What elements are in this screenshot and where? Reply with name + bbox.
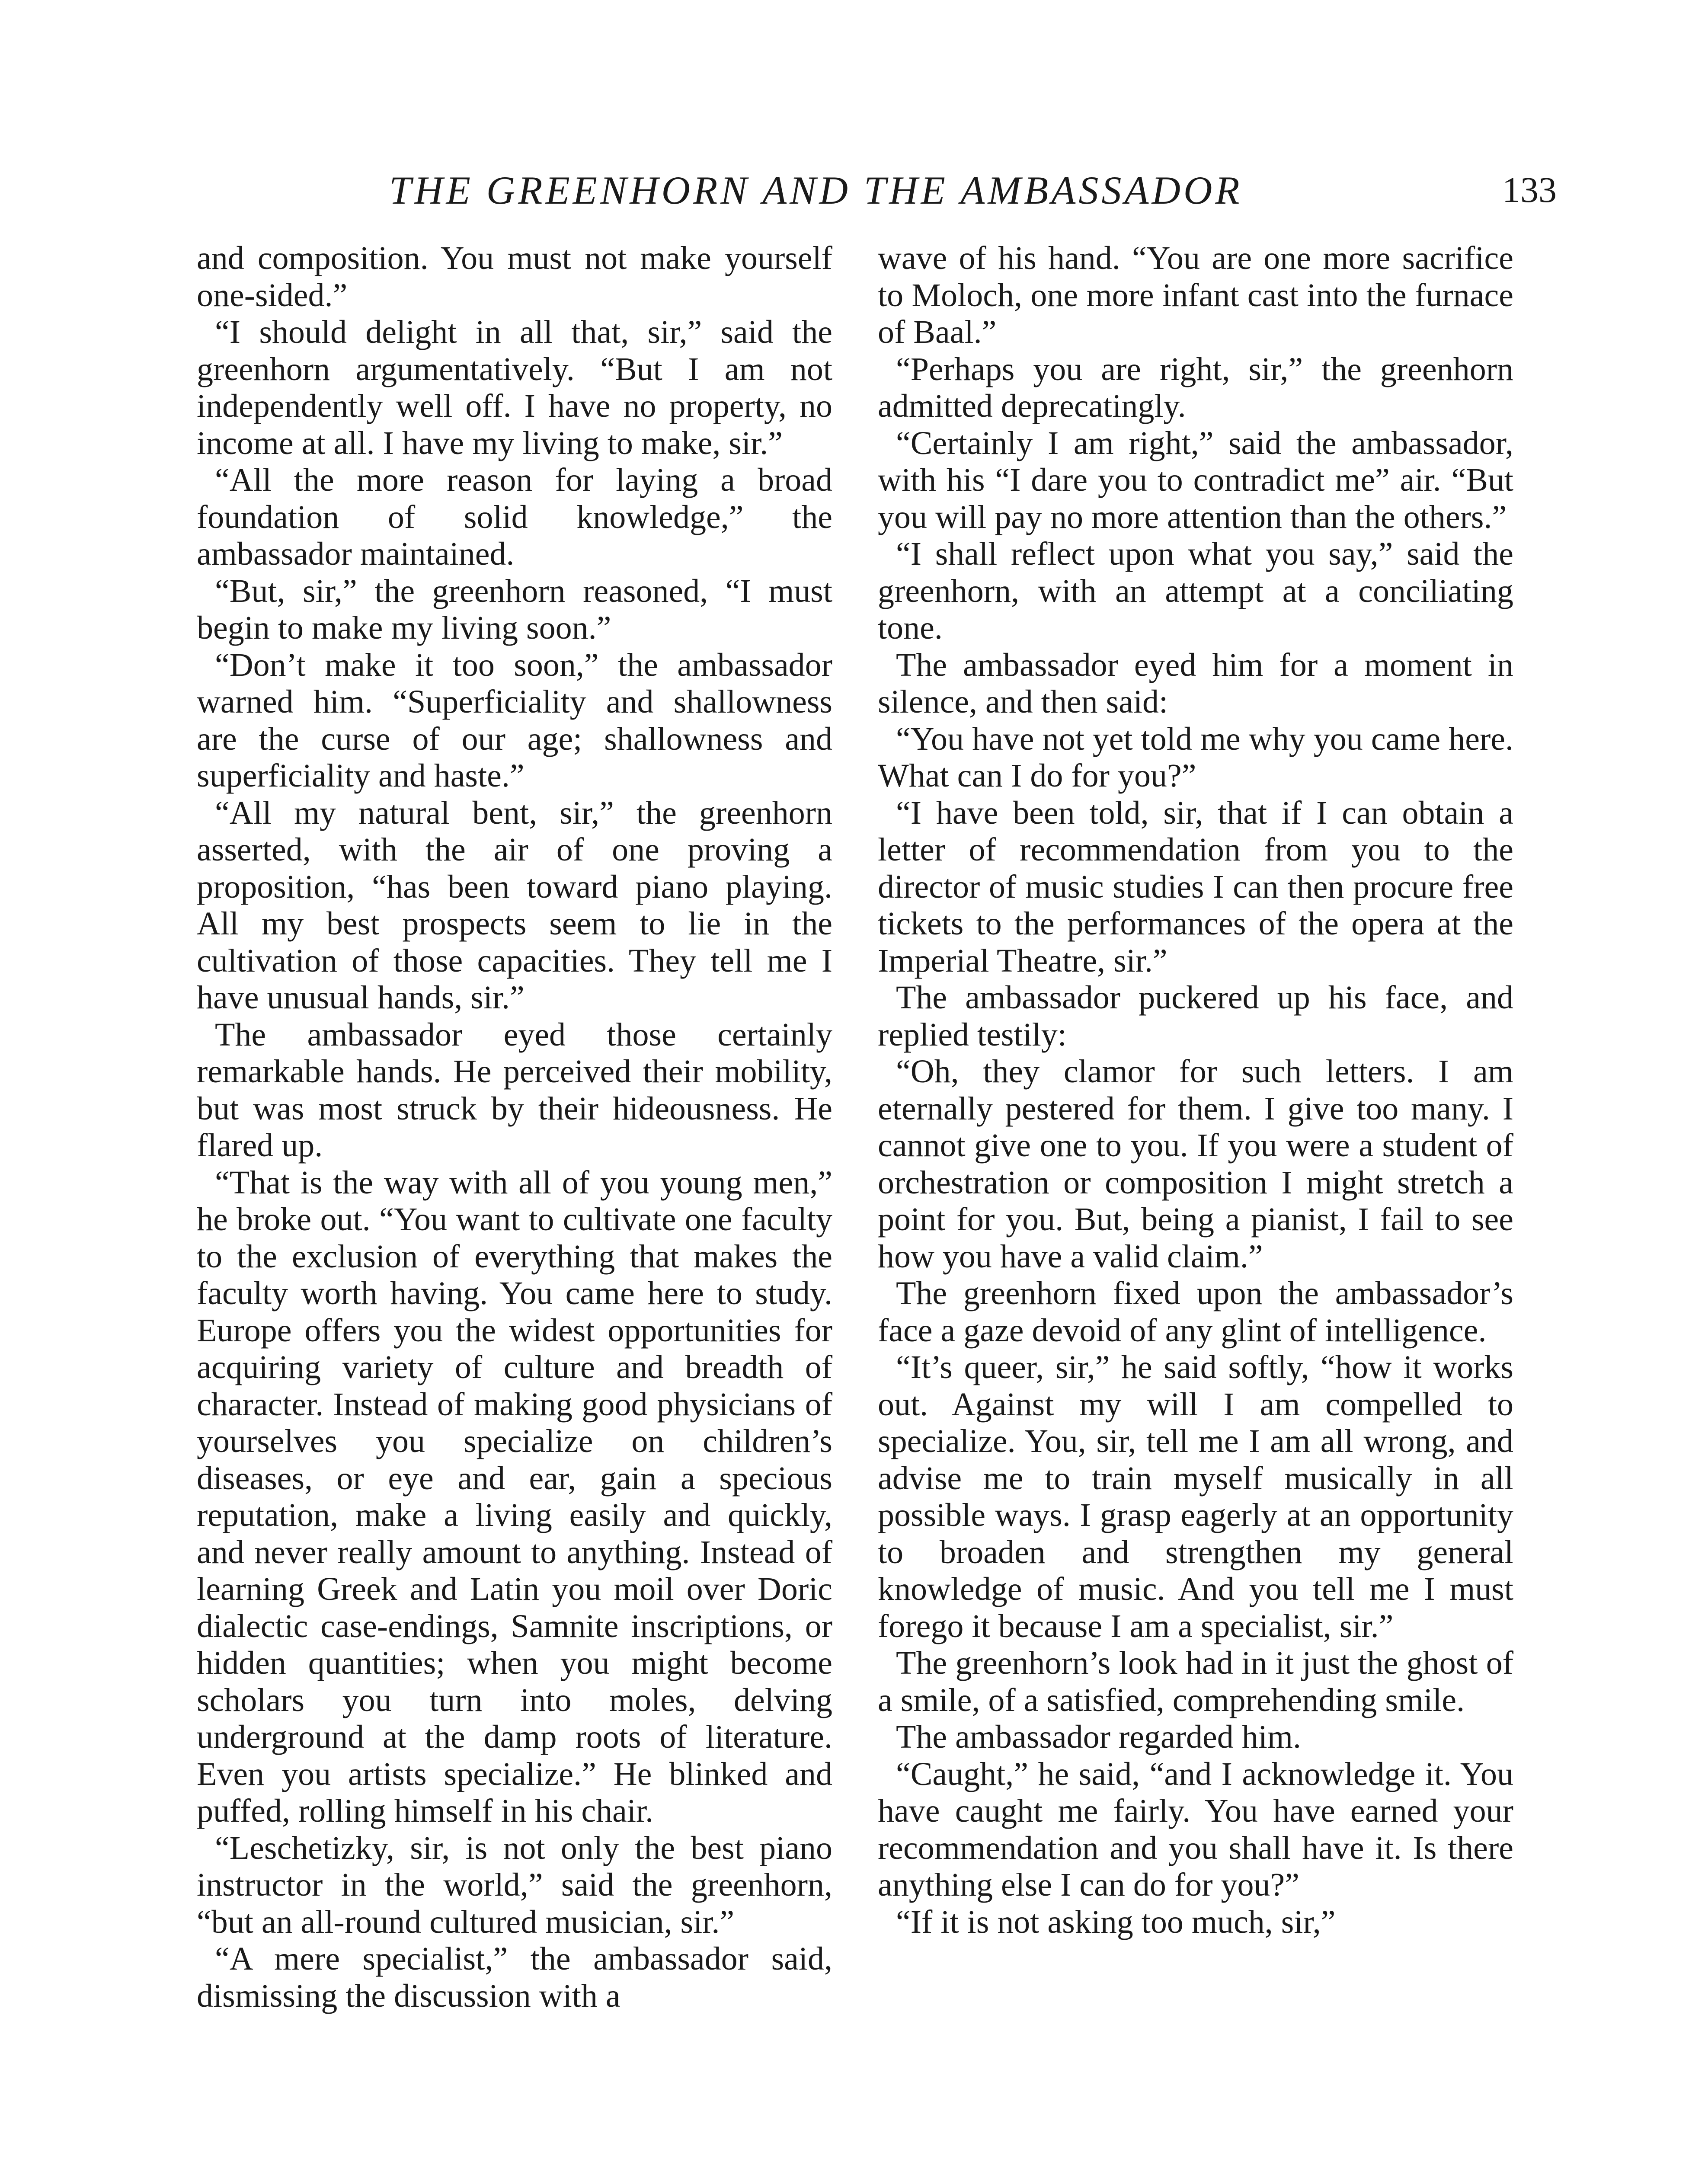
paragraph: “Leschetizky, sir, is not only the best piano instructor in the world,” said the greenhorn, “but an all-round cultured musician, sir.” [197,1829,832,1940]
paragraph: “It’s queer, sir,” he said softly, “how it works out. Against my will I am compelled to specialize. You, sir, tell me I am all wrong, and advise me to train myself musically in all possible ways. I grasp eagerly at an opportunity to broaden and strengthen my general knowledge of music. And you tell me I must forego it because I am a specialist, sir.” [878,1349,1513,1644]
paragraph: “All the more reason for laying a broad foundation of solid knowledge,” the ambassador maintained. [197,462,832,572]
paragraph: “All my natural bent, sir,” the greenhorn asserted, with the air of one proving a proposition, “has been toward piano playing. All my best prospects seem to lie in the cultivation of those capacities. They tell me I have unusual hands, sir.” [197,794,832,1016]
paragraph: “You have not yet told me why you came here. What can I do for you?” [878,720,1513,794]
paragraph: “That is the way with all of you young men,” he broke out. “You want to cultivate one faculty to the exclusion of everything that makes the faculty worth having. You came here to study. Europe offers you the widest opportunities for acquiring variety of culture and breadth of character. Instead of making good physicians of yourselves you specialize on children’s diseases, or eye and ear, gain a specious reputation, make a living easily and quickly, and never really amount to anything. Instead of learning Greek and Latin you moil over Doric dialectic case-endings, Samnite inscriptions, or hidden quantities; when you might become scholars you turn into moles, delving underground at the damp roots of literature. Even you artists specialize.” He blinked and puffed, rolling himself in his chair. [197,1164,832,1829]
paragraph: The ambassador regarded him. [896,1719,1301,1755]
paragraph: The greenhorn fixed upon the ambassador’s face a gaze devoid of any glint of intelligence. [878,1275,1513,1349]
paragraph: “Certainly I am right,” said the ambassador, with his “I dare you to contradict me” air. “But you will pay no more attention than the others.” [878,425,1513,535]
left-column [197,240,832,2015]
paragraph: “A mere specialist,” the ambassador said, dismissing the discussion with a [197,1941,832,2014]
paragraph: The ambassador puckered up his face, and replied testily: [878,979,1513,1053]
paragraph: “But, sir,” the greenhorn reasoned, “I must begin to make my living soon.” [197,572,832,646]
paragraph: “I have been told, sir, that if I can obtain a letter of recommendation from you to the director of music studies I can then procure free tickets to the performances of the opera at the Imperial Theatre, sir.” [878,794,1513,979]
paragraph: “I should delight in all that, sir,” said the greenhorn argumentatively. “But I am not independently well off. I have no property, no income at all. I have my living to make, sir.” [197,314,832,461]
paragraph: The greenhorn’s look had in it just the ghost of a smile, of a satisfied, comprehending smile. [878,1645,1513,1718]
paragraph: “If it is not asking too much, sir,” [896,1903,1336,1940]
paragraph: and composition. You must not make yourself one-sided.” [197,240,832,313]
paragraph: “Oh, they clamor for such letters. I am eternally pestered for them. I give too many. I cannot give one to you. If you were a student of orchestration or composition I might stretch a point for you. But, being a pianist, I fail to see how you have a valid claim.” [878,1053,1513,1275]
paragraph: “Don’t make it too soon,” the ambassador warned him. “Superficiality and shallowness are the curse of our age; shallowness and superficiality and haste.” [197,646,832,794]
paragraph: wave of his hand. “You are one more sacrifice to Moloch, one more infant cast into the furnace of Baal.” [878,240,1513,350]
paragraph: “Caught,” he said, “and I acknowledge it. You have caught me fairly. You have earned your recommendation and you shall have it. Is there anything else I can do for you?” [878,1756,1513,1903]
right-column [878,240,1513,1941]
paragraph: The ambassador eyed those certainly remarkable hands. He perceived their mobility, but was most struck by their hideousness. He flared up. [197,1016,832,1164]
paragraph: “I shall reflect upon what you say,” said the greenhorn, with an attempt at a conciliating tone. [878,536,1513,646]
page-header [381,164,1557,216]
running-title: THE GREENHORN AND THE AMBASSADOR [389,168,1243,212]
paragraph: The ambassador eyed him for a moment in silence, and then said: [878,646,1513,720]
page-number: 133 [1502,170,1557,210]
paragraph: “Perhaps you are right, sir,” the greenhorn admitted deprecatingly. [878,351,1513,424]
